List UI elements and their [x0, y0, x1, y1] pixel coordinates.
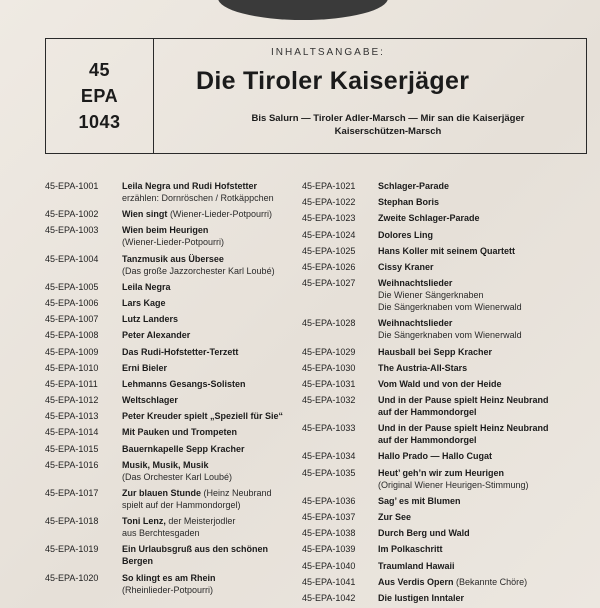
- catalog-entry-text: [378, 422, 578, 446]
- catalog-entry-title: Wien singt: [122, 209, 168, 220]
- catalog-entry: [302, 527, 578, 539]
- catalog-entry-subtitle: (Das Orchester Karl Loubé): [122, 471, 233, 482]
- catalog-entry-title: Das Rudi-Hofstetter-Terzett: [122, 346, 239, 357]
- song-list-line: Bis Salurn — Tiroler Adler-Marsch — Mir san die Kaiserjäger: [251, 113, 525, 124]
- song-list: [198, 112, 578, 138]
- catalog-entry: [302, 261, 578, 273]
- catalog-entry: [302, 422, 578, 446]
- catalog-entry-title: Weihnachtslieder: [378, 278, 453, 289]
- catalog-entry-number: 45-EPA-1007: [45, 314, 99, 325]
- catalog-entry-note: (Heinz Neubrand: [203, 488, 272, 498]
- catalog-entry-number: 45-EPA-1026: [302, 261, 356, 272]
- catalog-entry: [302, 245, 578, 257]
- catalog-entry: [302, 229, 578, 241]
- catalog-entry-number: 45-EPA-1038: [302, 528, 356, 539]
- catalog-entry-text: [122, 543, 321, 567]
- catalog-entry-title: Leila Negra: [122, 281, 171, 292]
- catalog-entry-text: [122, 297, 321, 309]
- catalog-entry-number: 45-EPA-1013: [45, 411, 99, 422]
- catalog-entry: [45, 543, 321, 567]
- catalog-entry-number: 45-EPA-1015: [45, 443, 99, 454]
- catalog-entry-text: [122, 362, 321, 374]
- catalog-entry-text: [378, 394, 578, 418]
- catalog-entry: [302, 196, 578, 208]
- catalog-entry-number: 45-EPA-1042: [302, 592, 356, 603]
- catalog-entry-subtitle: (Rheinlieder-Potpourri): [122, 584, 214, 595]
- catalog-entry: [302, 378, 578, 390]
- catalog-entry-title: Hallo Prado — Hallo Cugat: [378, 451, 493, 462]
- catalog-number-line: EPA: [80, 86, 119, 106]
- catalog-entry-title: Und in der Pause spielt Heinz Neubrand: [378, 423, 549, 434]
- catalog-entry-title: Erni Bieler: [122, 362, 168, 373]
- catalog-entry-text: [122, 253, 321, 277]
- catalog-entry-title: Aus Verdis Opern: [378, 576, 454, 587]
- catalog-entry-text: [122, 426, 321, 438]
- catalog-entry-text: [378, 180, 578, 192]
- catalog-entry-number: 45-EPA-1005: [45, 281, 99, 292]
- catalog-entry: [302, 317, 578, 341]
- catalog-entry-title: Wien beim Heurigen: [122, 225, 209, 236]
- catalog-entry-number: 45-EPA-1030: [302, 362, 356, 373]
- catalog-entry-number: 45-EPA-1012: [45, 395, 99, 406]
- catalog-entry-number: 45-EPA-1028: [302, 318, 356, 329]
- catalog-entry: [302, 450, 578, 462]
- catalog-entry-title: Durch Berg und Wald: [378, 528, 470, 539]
- catalog-entry: [45, 224, 321, 248]
- catalog-entry: [45, 378, 321, 390]
- catalog-entry-title: Im Polkaschritt: [378, 544, 443, 555]
- catalog-entry: [45, 443, 321, 455]
- catalog-entry-subtitle: aus Berchtesgaden: [122, 528, 200, 539]
- catalog-entry-text: [122, 443, 321, 455]
- catalog-column-left: [45, 180, 321, 600]
- catalog-entry-number: 45-EPA-1040: [302, 560, 356, 571]
- catalog-entry: [45, 297, 321, 309]
- catalog-entry: [302, 495, 578, 507]
- catalog-entry-number: 45-EPA-1022: [302, 197, 356, 208]
- catalog-entry: [302, 362, 578, 374]
- catalog-entry-text: [378, 467, 578, 491]
- catalog-entry-note: (Wiener-Lieder-Potpourri): [169, 209, 272, 220]
- catalog-entry-text: [122, 208, 321, 220]
- catalog-entry-number: 45-EPA-1018: [45, 516, 99, 527]
- catalog-entry-number: 45-EPA-1025: [302, 245, 356, 256]
- catalog-column-right: [302, 180, 578, 608]
- catalog-entry: [302, 212, 578, 224]
- catalog-entry-title: Stephan Boris: [378, 197, 440, 208]
- catalog-entry-title: Traumland Hawaii: [378, 560, 455, 571]
- catalog-entry-number: 45-EPA-1033: [302, 423, 356, 434]
- catalog-entry: [302, 560, 578, 572]
- catalog-entry-text: [122, 224, 321, 248]
- catalog-entry: [45, 459, 321, 483]
- catalog-entry-number: 45-EPA-1027: [302, 278, 356, 289]
- catalog-entry-title: Dolores Ling: [378, 229, 434, 240]
- contents-label: INHALTSANGABE:: [271, 47, 385, 58]
- catalog-entry-title-continued: Bergen: [122, 556, 154, 567]
- catalog-entry-title: Zur blauen Stunde: [122, 488, 202, 498]
- catalog-entry-text: [378, 317, 578, 341]
- catalog-entry-title: So klingt es am Rhein: [122, 572, 216, 583]
- catalog-entry-title-continued: auf der Hammondorgel: [378, 407, 477, 418]
- catalog-entry-title: Hans Koller mit seinem Quartett: [378, 245, 516, 256]
- catalog-entry-text: [378, 245, 578, 257]
- catalog-entry-text: [378, 543, 578, 555]
- song-list-line: Kaiserschützen-Marsch: [334, 126, 442, 137]
- catalog-entry-text: [378, 229, 578, 241]
- catalog-entry-text: [378, 362, 578, 374]
- catalog-number-box: [46, 39, 154, 153]
- catalog-entry-title: The Austria-All-Stars: [378, 362, 468, 373]
- catalog-entry-number: 45-EPA-1037: [302, 512, 356, 522]
- catalog-entry-text: [378, 196, 578, 208]
- catalog-entry-text: [378, 592, 578, 604]
- catalog-entry-title: Lutz Landers: [122, 314, 179, 325]
- catalog-entry: [45, 487, 321, 511]
- catalog-entry-text: [122, 313, 321, 325]
- catalog-entry: [45, 329, 321, 341]
- catalog-entry-text: [122, 394, 321, 406]
- catalog-entry-number: 45-EPA-1039: [302, 544, 356, 555]
- catalog-entry-text: [378, 560, 578, 572]
- catalog-entry-number: 45-EPA-1017: [45, 488, 99, 498]
- catalog-entry-number: 45-EPA-1009: [45, 346, 99, 357]
- catalog-entry: [45, 410, 321, 422]
- catalog-entry-text: [378, 450, 578, 462]
- catalog-entry-subtitle: (Original Wiener Heurigen-Stimmung): [378, 479, 529, 490]
- catalog-entry-number: 45-EPA-1014: [45, 427, 99, 438]
- catalog-entry-title: Peter Kreuder spielt „Speziell für Sie“: [122, 411, 284, 422]
- catalog-entry: [45, 313, 321, 325]
- catalog-entry-text: [122, 515, 321, 539]
- catalog-entry-number: 45-EPA-1032: [302, 395, 356, 406]
- catalog-entry-title: Die lustigen Inntaler: [378, 592, 465, 603]
- catalog-entry-text: [378, 511, 578, 523]
- catalog-entry-title: Bauernkapelle Sepp Kracher: [122, 443, 245, 454]
- catalog-entry-number: 45-EPA-1016: [45, 459, 99, 470]
- catalog-entry-title: Heut’ geh’n wir zum Heurigen: [378, 467, 505, 478]
- catalog-entry-text: [378, 378, 578, 390]
- catalog-entry-subtitle: Die Wiener Sängerknaben: [378, 290, 484, 301]
- catalog-entry-subtitle: Die Sängerknaben vom Wienerwald: [378, 302, 522, 313]
- catalog-entry-title: Leila Negra und Rudi Hofstetter: [122, 181, 258, 191]
- catalog-entry-title: Weltschlager: [122, 395, 178, 406]
- vinyl-record-edge: [218, 0, 388, 20]
- catalog-entry: [302, 467, 578, 491]
- catalog-entry-number: 45-EPA-1021: [302, 181, 356, 191]
- catalog-entry: [45, 281, 321, 293]
- catalog-entry: [45, 394, 321, 406]
- catalog-entry-text: [122, 346, 321, 358]
- catalog-entry-title: Zur See: [378, 512, 412, 522]
- catalog-entry-title: Toni Lenz,: [122, 516, 166, 527]
- catalog-entry-number: 45-EPA-1010: [45, 362, 99, 373]
- catalog-entry-number: 45-EPA-1006: [45, 297, 99, 308]
- catalog-entry: [45, 346, 321, 358]
- catalog-entry-title: Musik, Musik, Musik: [122, 459, 209, 470]
- catalog-entry: [45, 426, 321, 438]
- catalog-entry: [302, 346, 578, 358]
- catalog-entry-title: Peter Alexander: [122, 330, 191, 341]
- catalog-entry-title: Ein Urlaubsgruß aus den schönen: [122, 544, 269, 555]
- catalog-entry-title: Tanzmusik aus Übersee: [122, 253, 224, 264]
- catalog-entry: [45, 572, 321, 596]
- catalog-entry-title: Mit Pauken und Trompeten: [122, 427, 238, 438]
- catalog-entry-text: [378, 346, 578, 358]
- catalog-entry-text: [378, 495, 578, 507]
- catalog-entry-text: [122, 459, 321, 483]
- catalog-entry-title: Lars Kage: [122, 297, 166, 308]
- catalog-entry-number: 45-EPA-1002: [45, 209, 99, 220]
- catalog-entry: [302, 277, 578, 313]
- catalog-entry-text: [122, 410, 321, 422]
- catalog-entry: [302, 394, 578, 418]
- catalog-entry-number: 45-EPA-1024: [302, 229, 356, 240]
- catalog-entry-title: Hausball bei Sepp Kracher: [378, 346, 493, 357]
- catalog-entry-note: der Meisterjodler: [168, 516, 236, 527]
- catalog-entry-title: Vom Wald und von der Heide: [378, 378, 502, 389]
- catalog-entry: [45, 515, 321, 539]
- catalog-entry-text: [378, 261, 578, 273]
- catalog-entry-title: Weihnachtslieder: [378, 318, 453, 329]
- catalog-entry: [302, 180, 578, 192]
- catalog-entry-number: 45-EPA-1031: [302, 378, 356, 389]
- catalog-entry: [45, 180, 321, 204]
- record-title: Die Tiroler Kaiserjäger: [196, 67, 470, 95]
- catalog-entry: [302, 543, 578, 555]
- catalog-entry-title: Und in der Pause spielt Heinz Neubrand: [378, 395, 549, 406]
- catalog-entry-text: [122, 487, 321, 511]
- catalog-entry-number: 45-EPA-1029: [302, 346, 356, 357]
- catalog-entry-title: Cissy Kraner: [378, 261, 434, 272]
- catalog-entry-number: 45-EPA-1035: [302, 467, 356, 478]
- catalog-entry-text: [122, 180, 321, 204]
- catalog-entry-text: [378, 527, 578, 539]
- catalog-entry-text: [122, 378, 321, 390]
- catalog-entry-number: 45-EPA-1011: [45, 378, 98, 389]
- catalog-entry-number: 45-EPA-1034: [302, 451, 356, 462]
- catalog-entry-number: 45-EPA-1020: [45, 572, 99, 583]
- catalog-entry-number: 45-EPA-1008: [45, 330, 99, 341]
- catalog-entry: [45, 362, 321, 374]
- catalog-entry-number: 45-EPA-1019: [45, 544, 99, 555]
- catalog-entry-note: (Bekannte Chöre): [456, 576, 528, 587]
- catalog-number-line: 1043: [78, 112, 121, 132]
- catalog-entry-number: 45-EPA-1023: [302, 213, 356, 224]
- catalog-entry-subtitle: erzählen: Dornröschen / Rotkäppchen: [122, 193, 274, 203]
- catalog-entry: [302, 576, 578, 588]
- catalog-entry-text: [378, 576, 578, 588]
- catalog-entry-subtitle: spielt auf der Hammondorgel): [122, 500, 241, 510]
- catalog-entry-text: [122, 329, 321, 341]
- catalog-entry: [302, 511, 578, 523]
- catalog-entry: [45, 253, 321, 277]
- catalog-entry-text: [378, 277, 578, 313]
- catalog-entry-number: 45-EPA-1001: [45, 181, 99, 191]
- header-box: [45, 38, 587, 154]
- catalog-entry-title: Schlager-Parade: [378, 181, 450, 191]
- catalog-entry-number: 45-EPA-1003: [45, 225, 99, 236]
- catalog-entry-title-continued: auf der Hammondorgel: [378, 435, 477, 446]
- catalog-entry: [45, 208, 321, 220]
- catalog-number-line: 45: [88, 60, 111, 80]
- catalog-entry-title: Zweite Schlager-Parade: [378, 213, 480, 224]
- catalog-entry-number: 45-EPA-1041: [302, 576, 356, 587]
- catalog-entry-number: 45-EPA-1036: [302, 495, 356, 506]
- catalog-entry-title: Lehmanns Gesangs-Solisten: [122, 378, 246, 389]
- catalog-entry-subtitle: (Wiener-Lieder-Potpourri): [122, 237, 225, 248]
- catalog-entry-title: Sag’ es mit Blumen: [378, 495, 461, 506]
- catalog-entry-subtitle: (Das große Jazzorchester Karl Loubé): [122, 265, 275, 276]
- catalog-entry-number: 45-EPA-1004: [45, 253, 99, 264]
- catalog-entry-text: [378, 212, 578, 224]
- catalog-entry: [302, 592, 578, 604]
- catalog-entry-subtitle: Die Sängerknaben vom Wienerwald: [378, 330, 522, 341]
- catalog-entry-text: [122, 281, 321, 293]
- catalog-entry-text: [122, 572, 321, 596]
